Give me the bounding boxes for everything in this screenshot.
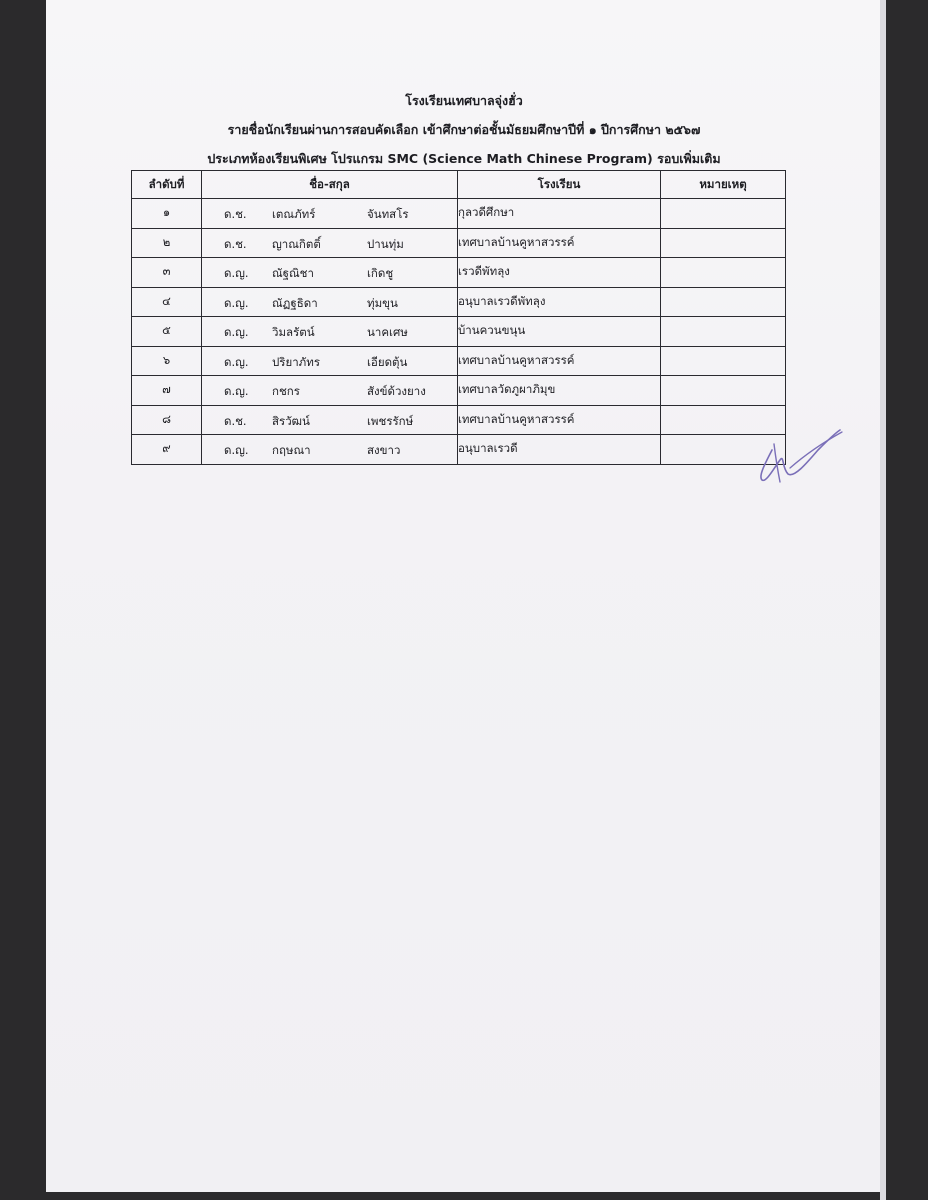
header-name: ชื่อ-สกุล [202,171,458,199]
name-prefix: ด.ช. [224,207,247,221]
note-cell [661,346,786,376]
row-number: ๘ [132,405,202,435]
student-name [202,258,458,288]
table-row [132,228,786,258]
signature-mark [750,420,850,490]
first-name: วิมลรัตน์ [272,325,315,339]
row-number: ๒ [132,228,202,258]
header-school: โรงเรียน [458,171,661,199]
name-prefix: ด.ช. [224,413,247,428]
name-prefix: ด.ญ. [224,384,249,398]
header-no: ลำดับที่ [132,171,202,199]
last-name: ปานทุ่ม [367,236,404,251]
last-name: เกิดชู [367,266,394,280]
last-name: ทุ่มขุน [367,295,398,310]
row-number: ๙ [132,435,202,465]
student-name [202,228,458,258]
name-prefix: ด.ญ. [224,443,249,457]
school-name-cell: อนุบาลเรวดีพัทลุง [458,287,661,317]
school-name-cell: เทศบาลบ้านคูหาสวรรค์ [458,346,661,376]
school-name-cell: เรวดีพัทลุง [458,258,661,288]
first-name: กชกร [272,384,300,398]
table-row [132,317,786,347]
first-name: เตณภัทร์ [272,207,316,221]
table-body [132,199,786,465]
name-prefix: ด.ญ. [224,325,249,339]
school-name-cell: เทศบาลบ้านคูหาสวรรค์ [458,405,661,435]
last-name: เพชรรักษ์ [367,413,414,428]
school-name: โรงเรียนเทศบาลจุ่งฮั่ว [405,93,523,108]
table-header-row [132,171,786,199]
first-name: กฤษณา [272,443,311,457]
table-row [132,346,786,376]
row-number: ๓ [132,258,202,288]
student-table [131,170,786,465]
document-title: รายชื่อนักเรียนผ่านการสอบคัดเลือก เข้าศึกษาต่อชั้นมัธยมศึกษาปีที่ ๑ ปีการศึกษา ๒๕๖๗ [227,122,701,137]
school-name-cell: บ้านควนขนุน [458,317,661,347]
row-number: ๑ [132,199,202,229]
table-row [132,258,786,288]
last-name: สงขาว [367,443,401,457]
student-name [202,405,458,435]
name-prefix: ด.ญ. [224,354,249,369]
school-name-cell: อนุบาลเรวดี [458,435,661,465]
student-name [202,346,458,376]
row-number: ๔ [132,287,202,317]
table-row [132,376,786,406]
student-name [202,376,458,406]
school-name-cell: เทศบาลวัดภูผาภิมุข [458,376,661,406]
table-row [132,405,786,435]
student-name [202,435,458,465]
last-name: เอียดตุ้น [367,354,408,369]
note-cell [661,376,786,406]
header-note: หมายเหตุ [661,171,786,199]
student-name [202,317,458,347]
last-name: จันทสโร [367,207,409,221]
school-name-cell: เทศบาลบ้านคูหาสวรรค์ [458,228,661,258]
table-row [132,435,786,465]
note-cell [661,317,786,347]
last-name: นาคเศษ [367,325,408,339]
note-cell [661,258,786,288]
document-subtitle: ประเภทห้องเรียนพิเศษ โปรแกรม SMC (Science Math Chinese Program) รอบเพิ่มเติม [207,151,721,166]
page-edge [880,0,886,1200]
row-number: ๕ [132,317,202,347]
table-row [132,287,786,317]
row-number: ๗ [132,376,202,406]
school-name-cell: กุลวดีศึกษา [458,199,661,229]
name-prefix: ด.ญ. [224,295,249,310]
student-name [202,199,458,229]
row-number: ๖ [132,346,202,376]
note-cell [661,287,786,317]
last-name: สังข์ด้วงยาง [367,384,426,398]
first-name: ปริยาภัทร [272,354,321,369]
name-prefix: ด.ญ. [224,266,249,280]
first-name: ณัฏฐธิดา [272,295,318,310]
first-name: ณัฐณิชา [272,266,314,280]
first-name: ญาณกิตติ์ [272,236,321,251]
table-row [132,199,786,229]
name-prefix: ด.ช. [224,236,247,251]
note-cell [661,199,786,229]
first-name: สิรวัฒน์ [272,413,310,428]
note-cell [661,228,786,258]
student-name [202,287,458,317]
